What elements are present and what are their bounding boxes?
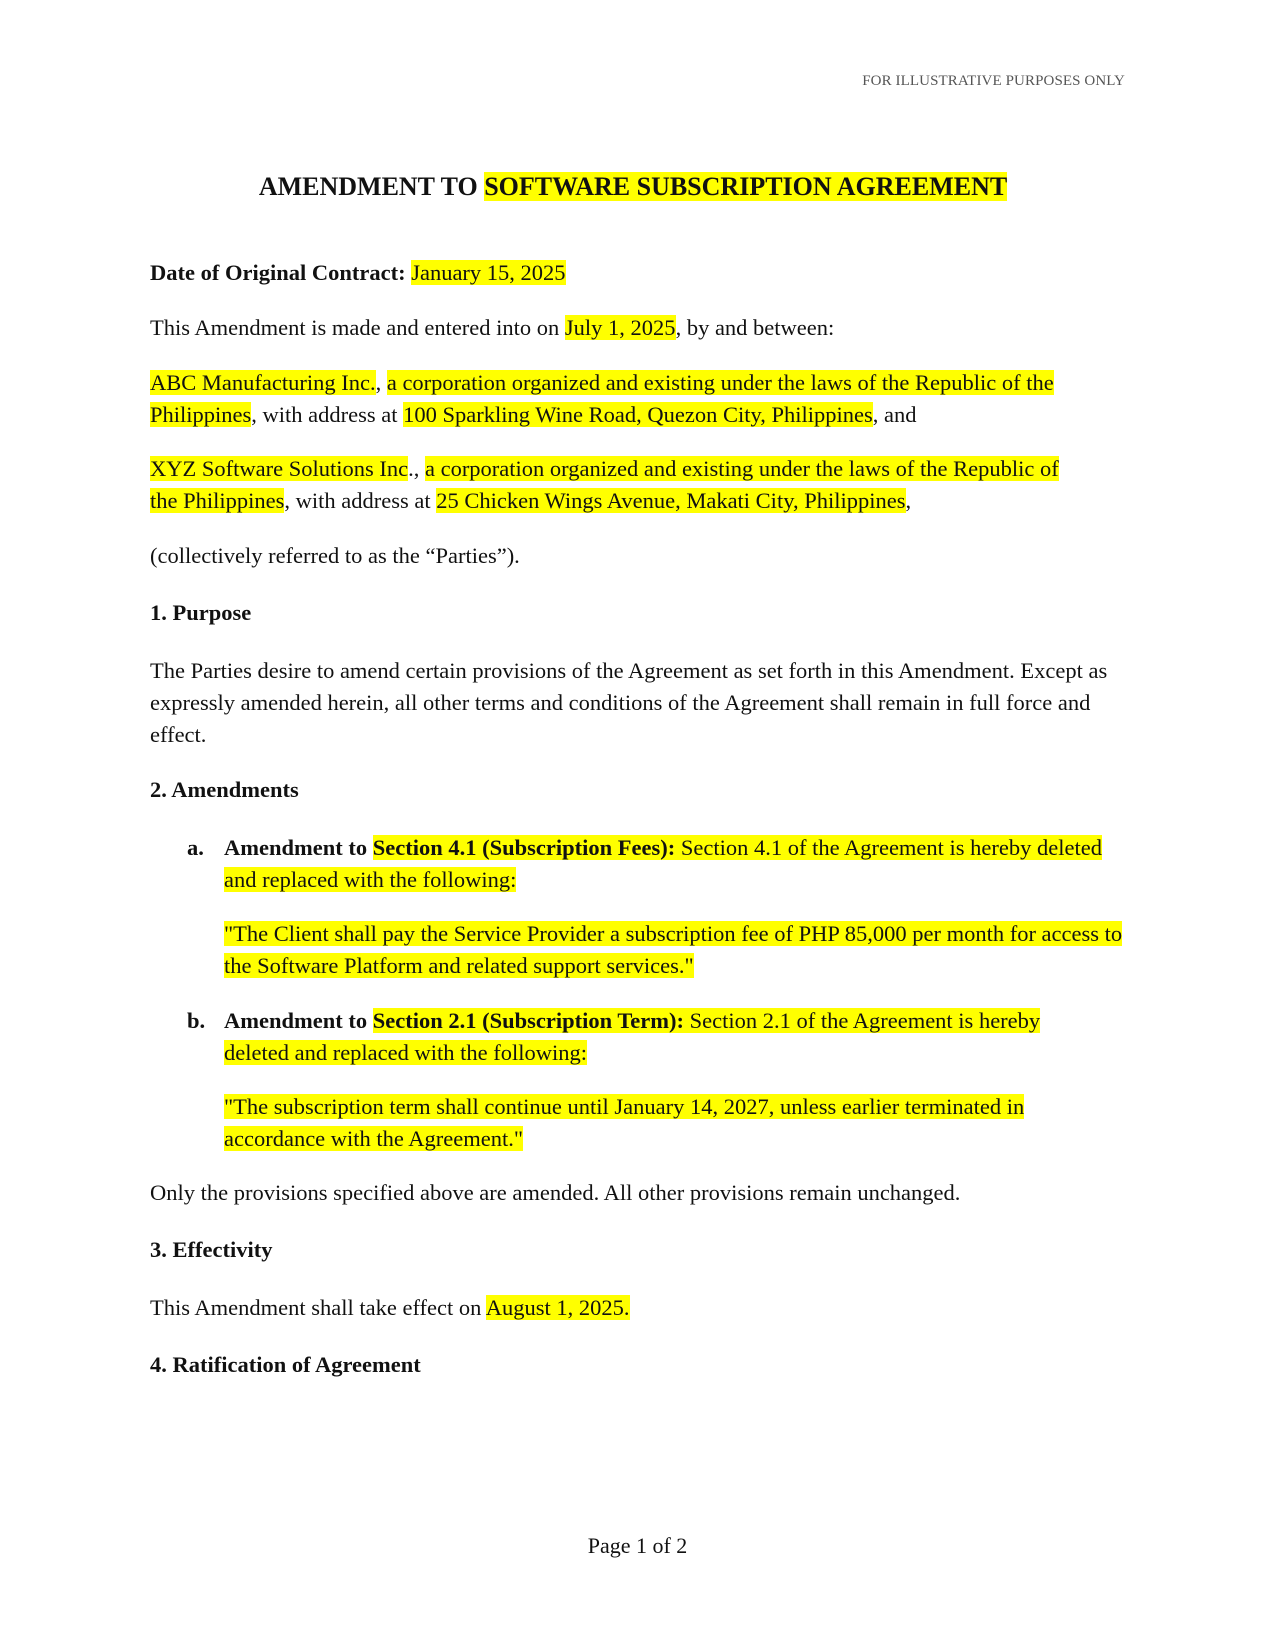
amendment-b-quote-text: "The subscription term shall continue until January 14, 2027, unless earlier terminated in accordance with the Agreement."	[224, 1094, 1025, 1151]
party-b-sep: .,	[408, 456, 425, 481]
section-3-heading: 3. Effectivity	[150, 1237, 273, 1262]
list-marker-a: a.	[187, 835, 204, 860]
amendment-b-lead: Amendment to	[224, 1008, 373, 1033]
section-1-heading: 1. Purpose	[150, 600, 252, 625]
party-b-paragraph	[150, 453, 1075, 517]
original-contract-label: Date of Original Contract:	[150, 260, 406, 285]
party-b-description: a corporation organized and existing under the laws of the Republic of the Philippines	[150, 456, 1059, 513]
amendments-closing: Only the provisions specified above are amended. All other provisions remain unchanged.	[150, 1180, 961, 1205]
amendment-a-lead: Amendment to	[224, 835, 373, 860]
original-contract-date: January 15, 2025	[411, 260, 566, 285]
party-a-end: , and	[872, 402, 917, 427]
party-b-address: 25 Chicken Wings Avenue, Makati City, Philippines	[436, 488, 906, 513]
original-contract-line	[150, 257, 1135, 289]
party-b-end: ,	[905, 488, 912, 513]
purpose-paragraph: The Parties desire to amend certain provisions of the Agreement as set forth in this Amendment. Except as expressly amended herein, all other terms and conditions of the Agreement shall remain in full force and effect.	[150, 658, 1108, 747]
party-a-name: ABC Manufacturing Inc.	[150, 370, 376, 395]
party-a-address: 100 Sparkling Wine Road, Quezon City, Philippines	[403, 402, 873, 427]
party-a-mid: , with address at	[251, 402, 404, 427]
page-number: Page 1 of 2	[587, 1533, 688, 1558]
title-prefix: AMENDMENT TO	[258, 172, 485, 201]
amendment-a-section: Section 4.1 (Subscription Fees):	[372, 835, 676, 860]
section-4-heading: 4. Ratification of Agreement	[150, 1352, 421, 1377]
intro-before: This Amendment is made and entered into on	[150, 315, 565, 340]
effectivity-date: August 1, 2025.	[485, 1295, 630, 1320]
document-title	[143, 172, 1123, 202]
intro-paragraph	[150, 312, 1135, 344]
amendment-a-quote-text: "The Client shall pay the Service Provider a subscription fee of PHP 85,000 per month for access to the Software Platform and related support services."	[224, 921, 1123, 978]
amendment-b-quote	[224, 1091, 1124, 1155]
party-a-sep: ,	[375, 370, 387, 395]
amendment-date: July 1, 2025	[564, 315, 676, 340]
party-a-description: a corporation organized and existing under the laws of the Republic of the Philippines	[150, 370, 1054, 427]
party-a-paragraph	[150, 367, 1135, 431]
effectivity-before: This Amendment shall take effect on	[150, 1295, 486, 1320]
disclaimer-header: FOR ILLUSTRATIVE PURPOSES ONLY	[862, 73, 1125, 89]
amendment-a-text: Section 4.1 of the Agreement is hereby deleted and replaced with the following:	[224, 835, 1102, 892]
title-agreement-name: SOFTWARE SUBSCRIPTION AGREEMENT	[484, 172, 1008, 201]
section-2-heading: 2. Amendments	[150, 777, 299, 802]
amendment-item-b	[224, 1005, 1044, 1069]
amendment-b-text: Section 2.1 of the Agreement is hereby deleted and replaced with the following:	[224, 1008, 1041, 1065]
intro-after: , by and between:	[675, 315, 835, 340]
party-b-name: XYZ Software Solutions Inc	[150, 456, 409, 481]
list-marker-b: b.	[187, 1008, 206, 1033]
amendment-item-a	[224, 832, 1124, 896]
effectivity-paragraph	[150, 1292, 1135, 1324]
amendment-a-quote	[224, 918, 1124, 982]
collective-paragraph: (collectively referred to as the “Parties”).	[150, 543, 520, 568]
amendment-b-section: Section 2.1 (Subscription Term):	[372, 1008, 684, 1033]
party-b-mid: , with address at	[284, 488, 437, 513]
